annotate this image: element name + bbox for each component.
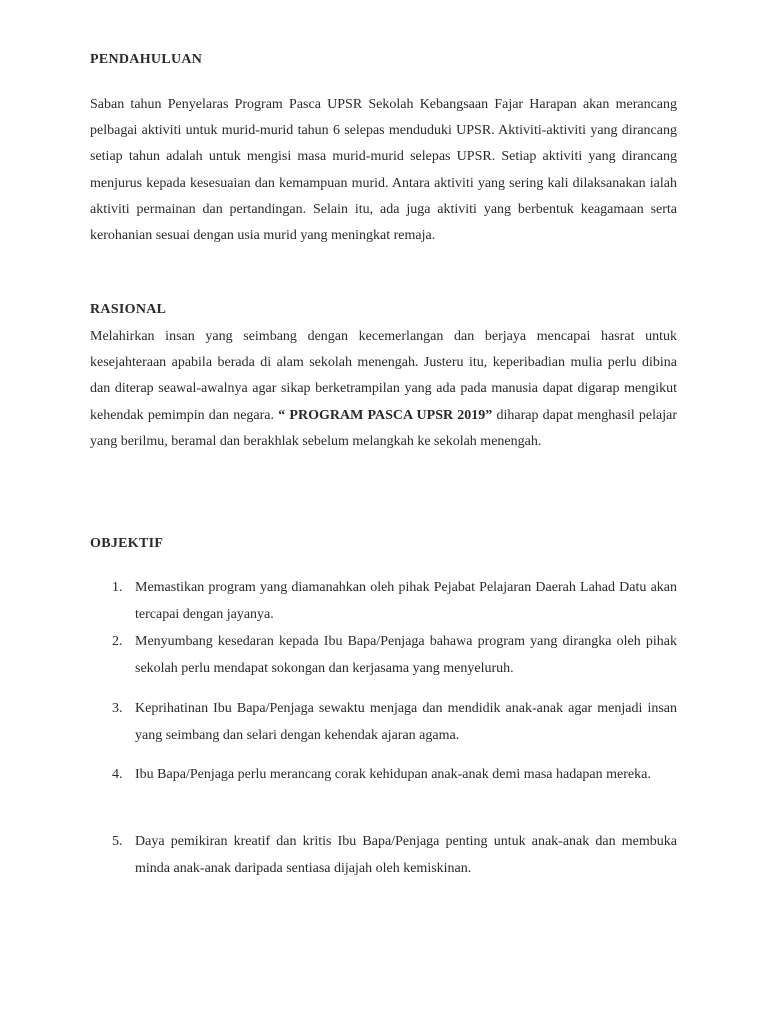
program-name: “ PROGRAM PASCA UPSR 2019”: [278, 407, 493, 423]
list-item-number: 2.: [112, 634, 123, 649]
list-item-text: Memastikan program yang diamanahkan oleh pihak Pejabat Pelajaran Daerah Lahad Datu akan tercapai dengan jayanya.: [135, 580, 677, 622]
heading-rasional: RASIONAL: [90, 302, 167, 317]
heading-pendahuluan: PENDAHULUAN: [90, 52, 203, 67]
list-item: [90, 696, 677, 749]
list-item-number: 3.: [112, 701, 123, 716]
list-item-text: Menyumbang kesedaran kepada Ibu Bapa/Penjaga bahawa program yang dirangka oleh pihak sekolah perlu mendapat sokongan dan kerjasama yang menyeluruh.: [135, 634, 677, 676]
list-item-number: 4.: [112, 767, 123, 782]
list-item: [90, 829, 677, 882]
list-item: [90, 629, 677, 682]
list-item: [90, 575, 677, 628]
list-item-number: 1.: [112, 580, 123, 595]
heading-objektif: OBJEKTIF: [90, 536, 164, 551]
list-item-text: Daya pemikiran kreatif dan kritis Ibu Bapa/Penjaga penting untuk anak-anak dan membuka minda anak-anak daripada sentiasa dijajah oleh kemiskinan.: [135, 834, 677, 876]
rasional-paragraph: [90, 324, 677, 455]
rasional-text-before: Melahirkan insan yang seimbang dengan kecemerlangan dan berjaya mencapai hasrat untuk kesejahteraan apabila berada di alam sekolah menengah. Justeru itu, keperibadian mulia perlu dibina dan diterap seawal-awalnya agar sikap berketrampilan yang ada pada manusia dapat digarap mengikut kehendak pemimpin dan negara.: [90, 329, 677, 423]
list-item-number: 5.: [112, 834, 123, 849]
list-item: [90, 762, 677, 789]
list-item-text: Keprihatinan Ibu Bapa/Penjaga sewaktu menjaga dan mendidik anak-anak agar menjadi insan yang seimbang dan selari dengan kehendak ajaran agama.: [135, 701, 677, 743]
list-item-text: Ibu Bapa/Penjaga perlu merancang corak kehidupan anak-anak demi masa hadapan mereka.: [135, 767, 651, 782]
pendahuluan-paragraph: Saban tahun Penyelaras Program Pasca UPSR Sekolah Kebangsaan Fajar Harapan akan merancang pelbagai aktiviti untuk murid-murid tahun 6 selepas menduduki UPSR. Aktiviti-aktiviti yang dirancang setiap tahun adalah untuk mengisi masa murid-murid selepas UPSR. Setiap aktiviti yang dirancang menjurus kepada kesesuaian dan kemampuan murid. Antara aktiviti yang sering kali dilaksanakan ialah aktiviti permainan dan pertandingan. Selain itu, ada juga aktiviti yang berbentuk keagamaan serta kerohanian sesuai dengan usia murid yang meningkat remaja.: [90, 97, 677, 244]
rasional-text-after: diharap dapat menghasil pelajar yang berilmu, beramal dan berakhlak sebelum melangkah ke sekolah menengah.: [90, 407, 677, 449]
